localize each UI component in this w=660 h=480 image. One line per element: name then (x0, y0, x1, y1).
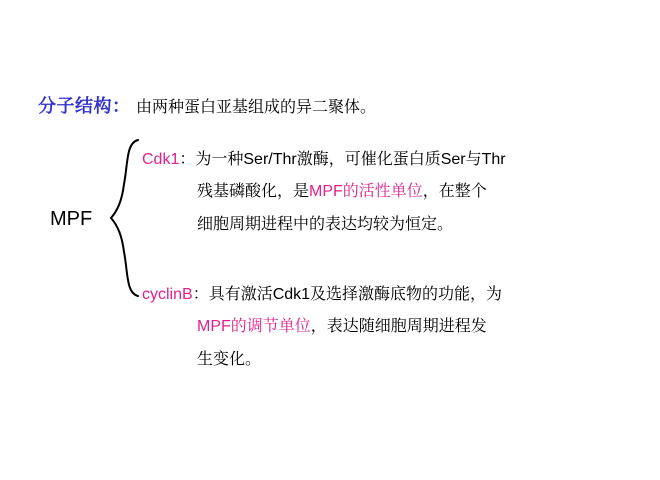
curly-brace-icon (108, 138, 142, 298)
branch-cyclinb-line-2-seg-1: MPF的调节单位 (197, 318, 311, 335)
branch-cdk1-line-2-seg-2: MPF的活性单位 (309, 183, 423, 200)
branch-cyclinb (142, 280, 612, 376)
branch-cyclinb-line-1-text: 具有激活Cdk1及选择激酶底物的功能，为 (208, 286, 503, 303)
branch-cyclinb-term: cyclinB (142, 286, 193, 303)
branch-cyclinb-line-3-text: 生变化。 (197, 351, 262, 368)
branch-cdk1-line-2 (142, 175, 612, 208)
heading-colon: ： (112, 96, 130, 116)
branch-cdk1-line-1 (142, 145, 612, 175)
branch-cdk1-line-1-text: 为一种Ser/Thr激酶，可催化蛋白质Ser与Thr (195, 151, 506, 168)
heading-label: 分子结构 (38, 96, 112, 116)
heading-text: 由两种蛋白亚基组成的异二聚体。 (136, 99, 377, 116)
branch-cyclinb-line-3 (142, 343, 612, 376)
branch-cdk1-line-3 (142, 208, 612, 241)
branch-cdk1-line-2-seg-3: ，在整个 (422, 183, 487, 200)
branch-cyclinb-line-1 (142, 280, 612, 310)
branch-cyclinb-colon: ： (192, 286, 209, 303)
diagram-root-label: MPF (50, 208, 93, 230)
branch-cdk1 (142, 145, 612, 241)
branch-cyclinb-line-2 (142, 310, 612, 343)
branch-cdk1-colon: ： (179, 151, 196, 168)
branch-cdk1-term: Cdk1 (142, 151, 180, 168)
branch-cdk1-line-3-text: 细胞周期进程中的表达均较为恒定。 (197, 216, 454, 233)
heading-row (38, 92, 376, 118)
branch-cyclinb-line-2-seg-2: ，表达随细胞周期进程发 (310, 318, 487, 335)
branch-cdk1-line-2-seg-1: 残基磷酸化，是 (197, 183, 310, 200)
